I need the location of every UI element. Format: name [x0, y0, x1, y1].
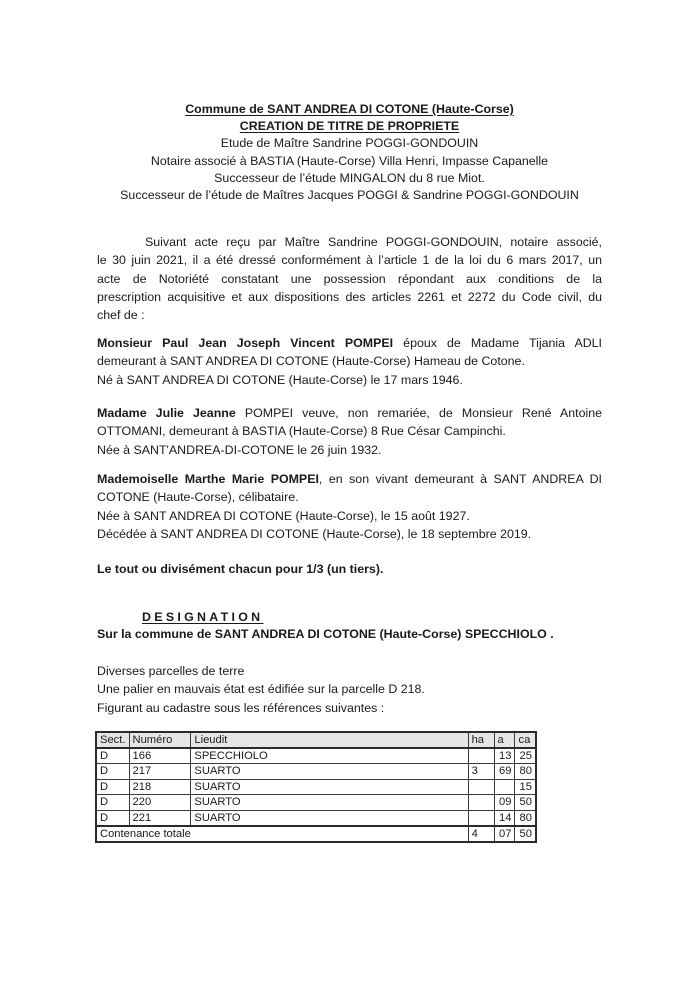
party-birth: Née à SANT'ANDREA-DI-COTONE le 26 juin 1932.	[97, 442, 382, 457]
party-address: OTTOMANI, demeurant à BASTIA (Haute-Corse) 8 Rue César Campinchi.	[97, 424, 506, 439]
cell-ha: 3	[468, 764, 494, 780]
total-a: 07	[494, 826, 515, 842]
party-line: Mademoiselle Marthe Marie POMPEI, en son vivant demeurant à SANT ANDREA DI	[97, 472, 602, 486]
document-title: CREATION DE TITRE DE PROPRIETE	[239, 119, 460, 134]
total-ha: 4	[468, 826, 494, 842]
document-header	[0, 101, 699, 204]
description-line: Diverses parcelles de terre	[97, 664, 245, 678]
header-lieudit: Lieudit	[191, 732, 468, 748]
cell-lieudit: SUARTO	[191, 779, 468, 795]
cell-ha	[468, 795, 494, 811]
table-header-row	[96, 732, 536, 748]
header-sect: Sect.	[96, 732, 129, 748]
party-line: Monsieur Paul Jean Joseph Vincent POMPEI époux de Madame Tijania ADLI	[97, 336, 602, 350]
cell-ca: 15	[515, 779, 536, 795]
party-name: Mademoiselle Marthe Marie POMPEI	[97, 472, 319, 486]
cell-sect: D	[96, 764, 129, 780]
cell-ha	[468, 810, 494, 826]
table-row	[96, 795, 536, 811]
cell-ha	[468, 779, 494, 795]
cell-ca: 25	[515, 748, 536, 764]
designation-description	[97, 662, 602, 717]
cell-ha	[468, 748, 494, 764]
cell-ca: 50	[515, 795, 536, 811]
party-address: demeurant à SANT ANDREA DI COTONE (Haute-Corse) Hameau de Cotone.	[97, 354, 525, 369]
cell-lieudit: SUARTO	[191, 795, 468, 811]
designation-commune: Sur la commune de SANT ANDREA DI COTONE (Haute-Corse) SPECCHIOLO .	[97, 627, 554, 641]
cell-numero: 221	[129, 810, 191, 826]
cell-a: 09	[494, 795, 515, 811]
cell-lieudit: SPECCHIOLO	[191, 748, 468, 764]
header-numero: Numéro	[129, 732, 191, 748]
notaire-address-line: Notaire associé à BASTIA (Haute-Corse) Villa Henri, Impasse Capanelle	[150, 153, 549, 168]
cell-a	[494, 779, 515, 795]
table-row	[96, 748, 536, 764]
cadastre-table	[95, 731, 537, 843]
cell-sect: D	[96, 779, 129, 795]
party-death: Décédée à SANT ANDREA DI COTONE (Haute-Corse), le 18 septembre 2019.	[97, 526, 532, 541]
total-label: Contenance totale	[96, 826, 468, 842]
cell-numero: 218	[129, 779, 191, 795]
table-total-row	[96, 826, 536, 842]
intro-line: chef de :	[97, 308, 145, 323]
party-birth: Née à SANT ANDREA DI COTONE (Haute-Corse), le 15 août 1927.	[97, 508, 470, 523]
party-birth: Né à SANT ANDREA DI COTONE (Haute-Corse) le 17 mars 1946.	[97, 372, 463, 387]
intro-line: Suivant acte reçu par Maître Sandrine POGGI-GONDOUIN, notaire associé,	[145, 235, 602, 249]
ownership-share: Le tout ou divisément chacun pour 1/3 (un tiers).	[97, 562, 384, 576]
party-status: COTONE (Haute-Corse), célibataire.	[97, 490, 299, 505]
table-row	[96, 764, 536, 780]
cell-sect: D	[96, 748, 129, 764]
cell-a: 69	[494, 764, 515, 780]
intro-line: le 30 juin 2021, il a été dressé conformément à l’article 1 de la loi du 6 mars 2017, un	[97, 253, 602, 268]
table-row	[96, 810, 536, 826]
cell-ca: 80	[515, 810, 536, 826]
successeur-line-1: Successeur de l’étude MINGALON du 8 rue Miot.	[214, 170, 485, 185]
header-a: a	[494, 732, 515, 748]
etude-line: Etude de Maître Sandrine POGGI-GONDOUIN	[220, 136, 479, 151]
cell-lieudit: SUARTO	[191, 764, 468, 780]
party-marthe-pompei	[97, 470, 602, 543]
cell-lieudit: SUARTO	[191, 810, 468, 826]
total-ca: 50	[515, 826, 536, 842]
intro-line: acte de Notoriété constatant une possession répondant aux conditions de la	[97, 271, 602, 286]
commune-title: Commune de SANT ANDREA DI COTONE (Haute-Corse)	[185, 102, 514, 116]
designation-heading: DESIGNATION	[142, 610, 264, 624]
party-line: Madame Julie Jeanne POMPEI veuve, non remariée, de Monsieur René Antoine	[97, 406, 602, 420]
header-ca: ca	[515, 732, 536, 748]
party-name: Madame Julie Jeanne	[97, 406, 236, 420]
cell-numero: 166	[129, 748, 191, 764]
cell-a: 14	[494, 810, 515, 826]
intro-line: prescription acquisitive et aux dispositions des articles 2261 et 2272 du Code civil, du	[97, 289, 602, 304]
description-line: Figurant au cadastre sous les références suivantes :	[97, 700, 385, 715]
cell-numero: 220	[129, 795, 191, 811]
intro-paragraph	[97, 233, 602, 324]
description-line: Une palier en mauvais état est édifiée sur la parcelle D 218.	[97, 682, 425, 697]
table-row	[96, 779, 536, 795]
cell-a: 13	[494, 748, 515, 764]
party-name: Monsieur Paul Jean Joseph Vincent POMPEI	[97, 336, 394, 350]
party-paul-pompei	[97, 334, 602, 389]
header-ha: ha	[468, 732, 494, 748]
cell-sect: D	[96, 810, 129, 826]
party-julie-pompei	[97, 404, 602, 459]
cell-numero: 217	[129, 764, 191, 780]
successeur-line-2: Successeur de l’étude de Maîtres Jacques POGGI & Sandrine POGGI-GONDOUIN	[120, 188, 579, 203]
cell-sect: D	[96, 795, 129, 811]
cell-ca: 80	[515, 764, 536, 780]
